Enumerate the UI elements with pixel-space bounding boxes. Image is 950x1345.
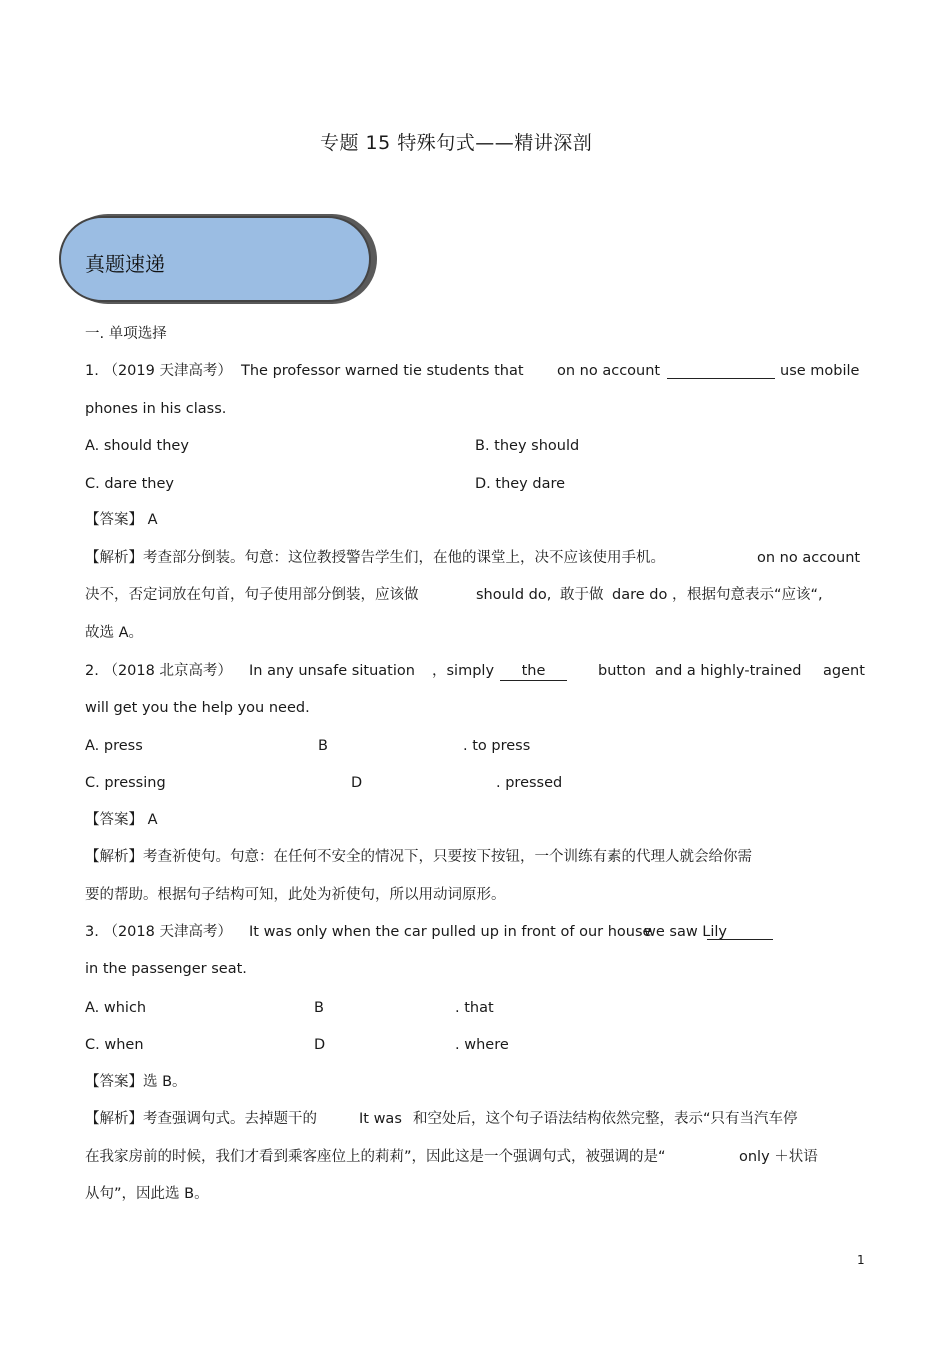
q2-stem-5: agent <box>823 663 865 679</box>
q2-option-b-letter: B <box>318 738 328 754</box>
q3-explanation-1a: 【解析】考查强调句式。去掉题干的 <box>85 1111 317 1127</box>
q2-blank-answer <box>500 662 567 681</box>
q1-stem-a: The professor warned tie students that <box>241 363 524 379</box>
q3-stem-2: we saw Lily <box>644 924 728 940</box>
q3-stem-1: It was only when the car pulled up in front of our house <box>249 924 652 940</box>
q1-number: 1. （2019 天津高考） <box>85 363 232 379</box>
q3-explanation-1b: It was <box>359 1111 402 1127</box>
q2-option-c: C. pressing <box>85 775 166 791</box>
q3-option-b-letter: B <box>314 1000 324 1016</box>
q1-blank <box>667 364 775 383</box>
section-badge <box>59 216 371 302</box>
q3-stem-line2: in the passenger seat. <box>85 961 247 977</box>
q1-explanation-2e: 根据句意表示“应该“, <box>687 587 823 603</box>
q3-explanation-2a: 在我家房前的时候，我们才看到乘客座位上的莉莉”，因此这是一个强调句式，被强调的是“ <box>85 1149 666 1165</box>
q3-number: 3. （2018 天津高考） <box>85 924 232 940</box>
q1-option-d: D. they dare <box>475 476 566 492</box>
q3-option-b: . that <box>455 1000 494 1016</box>
q1-stem-b: on no account <box>557 363 661 379</box>
q1-explanation-3: 故选 A。 <box>85 625 144 641</box>
q2-answer: 【答案】 A <box>85 812 158 828</box>
q3-answer: 【答案】选 B。 <box>85 1074 187 1090</box>
q1-stem-line2: phones in his class. <box>85 401 227 417</box>
q2-option-d: . pressed <box>496 775 563 791</box>
q1-stem-c: use mobile <box>780 363 860 379</box>
q3-option-d: . where <box>455 1037 509 1053</box>
q2-number: 2. （2018 北京高考） <box>85 663 232 679</box>
q2-stem-4: and a highly-trained <box>655 663 802 679</box>
q3-option-d-letter: D <box>314 1037 326 1053</box>
badge-label: 真题速递 <box>85 252 165 276</box>
q2-blank-text: the <box>521 663 546 679</box>
q1-explanation-2a: 决不，否定词放在句首，句子使用部分倒装，应该做 <box>85 587 419 603</box>
q1-option-b: B. they should <box>475 438 580 454</box>
q3-blank <box>707 925 773 944</box>
page-title: 专题 15 特殊句式——精讲深剖 <box>320 132 593 154</box>
q2-stem-3: button <box>598 663 646 679</box>
q3-explanation-3: 从句”，因此选 B。 <box>85 1186 209 1202</box>
q2-option-b: . to press <box>463 738 531 754</box>
q2-stem-1: In any unsafe situation <box>249 663 415 679</box>
q1-answer: 【答案】 A <box>85 512 158 528</box>
q1-option-c: C. dare they <box>85 476 174 492</box>
q2-option-a: A. press <box>85 738 143 754</box>
q1-explanation-1b: on no account <box>757 550 861 566</box>
q2-explanation-2: 要的帮助。根据句子结构可知，此处为祈使句，所以用动词原形。 <box>85 887 506 903</box>
q3-option-a: A. which <box>85 1000 147 1016</box>
q2-stem-line2: will get you the help you need. <box>85 700 310 716</box>
q2-explanation-1: 【解析】考查祈使句。句意：在任何不安全的情况下，只要按下按钮，一个训练有素的代理人就会给你需 <box>85 849 752 865</box>
q2-option-d-letter: D <box>351 775 363 791</box>
q1-explanation-1a: 【解析】考查部分倒装。句意：这位教授警告学生们，在他的课堂上，决不应该使用手机。 <box>85 550 665 566</box>
q2-stem-2: ，simply <box>432 663 495 679</box>
q3-option-c: C. when <box>85 1037 144 1053</box>
q3-explanation-2b: only ＋状语 <box>739 1149 818 1165</box>
page-number: 1 <box>857 1253 865 1267</box>
section-heading: 一. 单项选择 <box>85 326 167 342</box>
q1-option-a: A. should they <box>85 438 189 454</box>
q3-explanation-1c: 和空处后，这个句子语法结构依然完整，表示“只有当汽车停 <box>413 1111 798 1127</box>
q1-explanation-2d: dare do ， <box>612 587 687 603</box>
q1-explanation-2b: should do, <box>476 587 552 603</box>
q1-explanation-2c: 敢于做 <box>560 587 604 603</box>
